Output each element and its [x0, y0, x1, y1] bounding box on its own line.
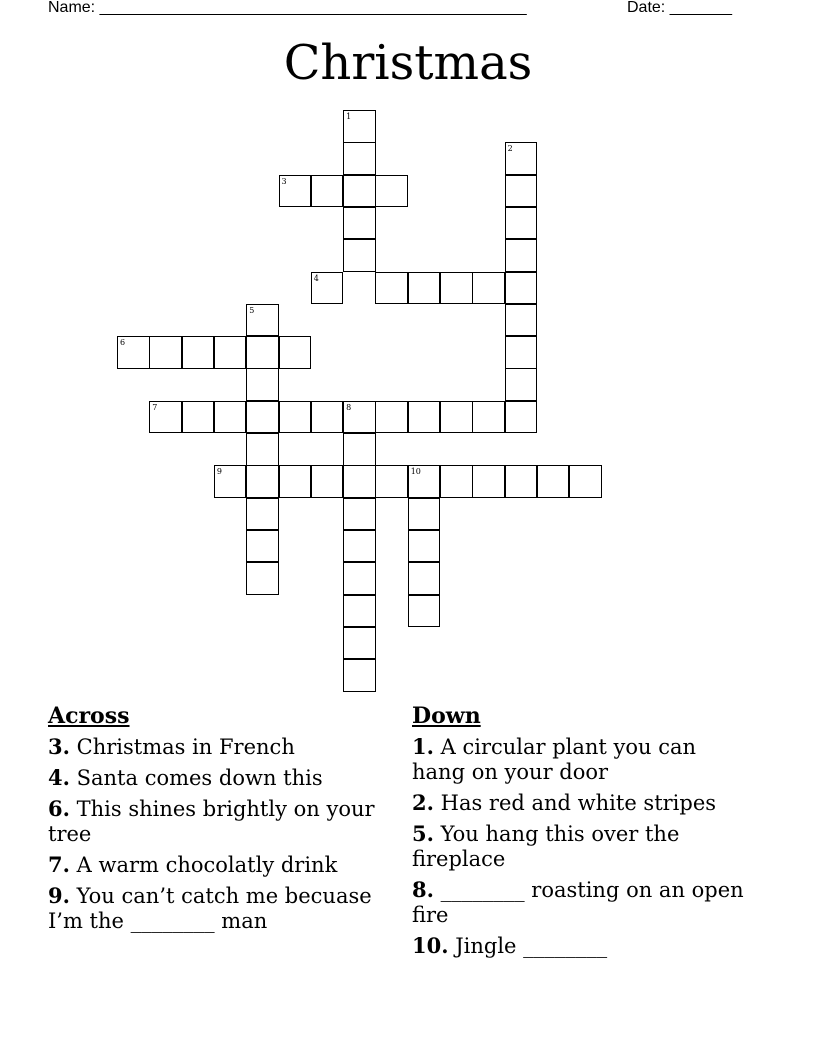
grid-cell[interactable] — [214, 465, 247, 498]
grid-cell[interactable] — [569, 465, 602, 498]
grid-cell[interactable] — [472, 401, 505, 434]
grid-cell[interactable] — [311, 175, 344, 208]
grid-cell[interactable] — [311, 272, 344, 305]
cell-number: 5 — [249, 305, 255, 315]
grid-cell[interactable] — [117, 336, 150, 369]
clue-across-7 — [48, 852, 408, 878]
grid-cell[interactable] — [537, 465, 570, 498]
clue-number: 8. — [412, 877, 434, 902]
grid-cell[interactable] — [279, 465, 312, 498]
cell-number: 1 — [346, 112, 352, 121]
grid-cell[interactable] — [408, 465, 441, 498]
grid-cell[interactable] — [246, 562, 279, 595]
grid-cell[interactable] — [343, 627, 376, 660]
grid-cell[interactable] — [505, 239, 538, 272]
grid-cell[interactable] — [375, 465, 408, 498]
clue-number: 6. — [48, 796, 70, 821]
grid-cell[interactable] — [343, 207, 376, 240]
clue-text: This shines brightly on your tree — [48, 797, 375, 846]
grid-cell[interactable] — [343, 401, 376, 434]
grid-cell[interactable] — [279, 336, 312, 369]
grid-cell[interactable] — [408, 272, 441, 305]
grid-cell[interactable] — [343, 239, 376, 272]
clue-number: 7. — [48, 852, 70, 877]
grid-cell[interactable] — [505, 465, 538, 498]
clue-down-1 — [412, 734, 752, 785]
clue-across-6 — [48, 796, 408, 847]
grid-cell[interactable] — [505, 336, 538, 369]
grid-cell[interactable] — [246, 304, 279, 337]
cell-number: 3 — [281, 176, 287, 186]
grid-cell[interactable] — [214, 336, 247, 369]
grid-cell[interactable] — [440, 465, 473, 498]
clue-number: 5. — [412, 821, 434, 846]
grid-cell[interactable] — [375, 401, 408, 434]
grid-cell[interactable] — [279, 175, 312, 208]
grid-cell[interactable] — [149, 336, 182, 369]
clue-text: You can’t catch me becuase I’m the ________ man — [48, 884, 372, 933]
grid-cell[interactable] — [246, 368, 279, 401]
across-heading: Across — [48, 703, 130, 729]
grid-cell[interactable] — [246, 465, 279, 498]
grid-cell[interactable] — [343, 110, 376, 143]
date-field[interactable]: Date: _______ — [627, 0, 732, 16]
clue-text: A warm chocolatly drink — [76, 853, 338, 877]
clue-number: 3. — [48, 734, 70, 759]
clue-text: ________ roasting on an open fire — [412, 878, 744, 927]
grid-cell[interactable] — [246, 433, 279, 466]
clue-down-10 — [412, 933, 752, 959]
grid-cell[interactable] — [505, 175, 538, 208]
clue-text: A circular plant you can hang on your door — [412, 735, 697, 784]
clue-across-9 — [48, 883, 408, 934]
clue-down-8 — [412, 877, 752, 928]
grid-cell[interactable] — [246, 530, 279, 563]
cell-number: 8 — [346, 402, 352, 412]
grid-cell[interactable] — [505, 304, 538, 337]
grid-cell[interactable] — [408, 562, 441, 595]
cell-number: 7 — [152, 402, 158, 412]
grid-cell[interactable] — [505, 368, 538, 401]
grid-cell[interactable] — [182, 401, 215, 434]
grid-cell[interactable] — [311, 401, 344, 434]
grid-cell[interactable] — [149, 401, 182, 434]
down-heading: Down — [412, 703, 481, 729]
clue-down-2 — [412, 790, 752, 816]
grid-cell[interactable] — [408, 498, 441, 531]
grid-cell[interactable] — [505, 207, 538, 240]
clue-across-3 — [48, 734, 408, 760]
grid-cell[interactable] — [214, 401, 247, 434]
grid-cell[interactable] — [279, 401, 312, 434]
grid-cell[interactable] — [343, 433, 376, 466]
grid-cell[interactable] — [440, 272, 473, 305]
clue-number: 4. — [48, 765, 70, 790]
grid-cell[interactable] — [182, 336, 215, 369]
grid-cell[interactable] — [408, 595, 441, 628]
cell-number: 9 — [216, 467, 222, 477]
grid-cell[interactable] — [343, 465, 376, 498]
clue-text: Jingle ________ — [455, 934, 608, 958]
clue-text: Has red and white stripes — [440, 791, 717, 815]
grid-cell[interactable] — [343, 595, 376, 628]
clue-number: 2. — [412, 790, 434, 815]
across-clues — [48, 702, 408, 939]
clue-text: Christmas in French — [76, 735, 295, 759]
cell-number: 10 — [410, 467, 421, 477]
grid-cell[interactable] — [343, 142, 376, 175]
name-field[interactable]: Name: ________________________________________________ — [48, 0, 527, 16]
grid-cell[interactable] — [505, 142, 538, 175]
clue-text: Santa comes down this — [76, 766, 323, 790]
grid-cell[interactable] — [343, 498, 376, 531]
grid-cell[interactable] — [375, 175, 408, 208]
grid-cell[interactable] — [343, 659, 376, 692]
grid-cell[interactable] — [311, 465, 344, 498]
grid-cell[interactable] — [343, 530, 376, 563]
clue-number: 1. — [412, 734, 434, 759]
grid-cell[interactable] — [408, 401, 441, 434]
grid-cell[interactable] — [408, 530, 441, 563]
grid-cell[interactable] — [343, 562, 376, 595]
cell-number: 6 — [120, 338, 126, 348]
grid-cell[interactable] — [505, 401, 538, 434]
grid-cell[interactable] — [246, 336, 279, 369]
grid-cell[interactable] — [246, 498, 279, 531]
grid-cell[interactable] — [343, 175, 376, 208]
cell-number: 4 — [313, 273, 319, 283]
grid-cell[interactable] — [246, 401, 279, 434]
grid-cell[interactable] — [505, 272, 538, 305]
grid-cell[interactable] — [440, 401, 473, 434]
clue-number: 9. — [48, 883, 70, 908]
down-clues — [412, 702, 752, 964]
clue-down-5 — [412, 821, 752, 872]
clue-text: You hang this over the fireplace — [412, 822, 680, 871]
cell-number: 2 — [507, 144, 513, 154]
clue-number: 10. — [412, 933, 449, 958]
clue-across-4 — [48, 765, 408, 791]
grid-cell[interactable] — [472, 465, 505, 498]
grid-cell[interactable] — [375, 272, 408, 305]
grid-cell[interactable] — [472, 272, 505, 305]
page-title: Christmas — [283, 35, 533, 91]
